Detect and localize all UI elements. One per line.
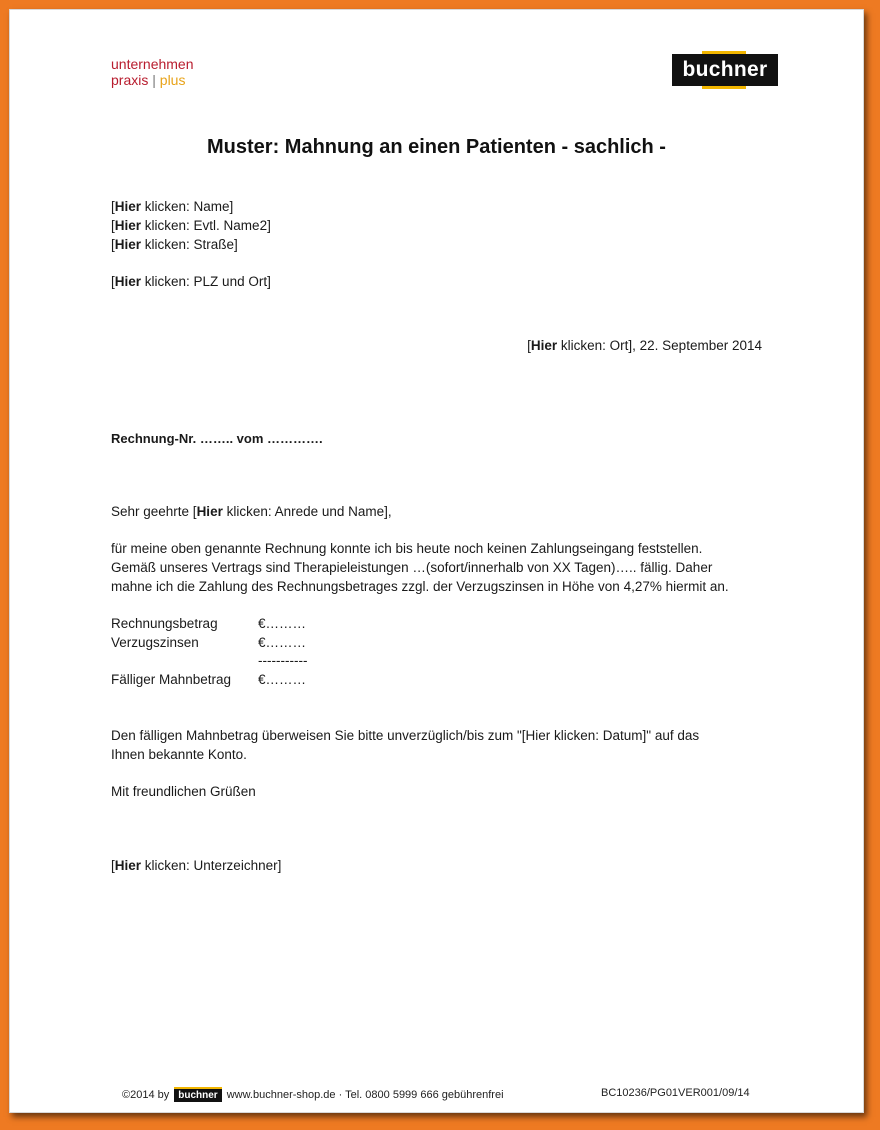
amount-value: €……… bbox=[258, 672, 307, 687]
brand-wordmark bbox=[111, 56, 194, 88]
salutation[interactable]: Sehr geehrte [Hier klicken: Anrede und Name], bbox=[111, 504, 392, 519]
footer-copyright: ©2014 by bbox=[122, 1088, 170, 1101]
signer-line[interactable]: [Hier klicken: Unterzeichner] bbox=[111, 858, 282, 873]
hier-label: Hier bbox=[114, 237, 142, 252]
address-line-name2[interactable]: [Hier klicken: Evtl. Name2] bbox=[111, 218, 271, 233]
amount-label: Rechnungsbetrag bbox=[111, 616, 218, 631]
amount-value: €……… bbox=[258, 616, 307, 631]
date-line[interactable]: [Hier klicken: Ort], 22. September 2014 bbox=[527, 338, 762, 353]
amount-row-interest bbox=[111, 633, 307, 652]
address-line-name[interactable]: [Hier klicken: Name] bbox=[111, 199, 234, 214]
logo-text: buchner bbox=[672, 54, 778, 86]
amount-label: Fälliger Mahnbetrag bbox=[111, 672, 232, 687]
amount-divider: ----------- bbox=[258, 653, 308, 668]
hier-label: Hier bbox=[114, 858, 142, 873]
payment-paragraph bbox=[111, 726, 699, 764]
payment-line: Ihnen bekannte Konto. bbox=[111, 747, 247, 762]
amount-row-total bbox=[111, 670, 307, 689]
recipient-address bbox=[111, 197, 271, 254]
document-title: Muster: Mahnung an einen Patienten - sachlich - bbox=[207, 136, 666, 158]
amounts-table bbox=[111, 614, 307, 689]
amount-row-invoice bbox=[111, 614, 307, 633]
body-line: mahne ich die Zahlung des Rechnungsbetrages zzgl. der Verzugszinsen in Höhe von 4,27% hiermit an. bbox=[111, 579, 729, 594]
brand-praxis: praxis bbox=[111, 72, 149, 88]
footer-contact[interactable]: www.buchner-shop.de · Tel. 0800 5999 666 gebührenfrei bbox=[226, 1088, 504, 1101]
invoice-number: Rechnung-Nr. …….. vom …………. bbox=[111, 431, 323, 446]
hier-label: Hier bbox=[114, 274, 142, 289]
buchner-logo bbox=[672, 48, 778, 90]
address-line-street[interactable]: [Hier klicken: Straße] bbox=[111, 237, 238, 252]
body-line: für meine oben genannte Rechnung konnte ich bis heute noch keinen Zahlungseingang feststellen. bbox=[111, 541, 703, 556]
closing: Mit freundlichen Grüßen bbox=[111, 784, 256, 799]
brand-separator: | bbox=[152, 72, 156, 88]
body-line: Gemäß unseres Vertrags sind Therapieleistungen …(sofort/innerhalb von XX Tagen)….. fällig. Daher bbox=[111, 560, 713, 575]
brand-plus: plus bbox=[159, 72, 186, 88]
amount-label: Verzugszinsen bbox=[111, 635, 199, 650]
footer-document-code: BC10236/PG01VER001/09/14 bbox=[601, 1087, 750, 1099]
body-paragraph bbox=[111, 539, 729, 596]
payment-line: Den fälligen Mahnbetrag überweisen Sie bitte unverzüglich/bis zum "[Hier klicken: Datum]" auf das bbox=[111, 728, 700, 743]
logo-bar-bottom bbox=[702, 86, 746, 89]
footer-logo: buchner bbox=[174, 1087, 221, 1102]
hier-label: Hier bbox=[530, 338, 558, 353]
brand-line1: unternehmen bbox=[111, 56, 194, 72]
amount-value: €……… bbox=[258, 635, 307, 650]
address-line-plz[interactable]: [Hier klicken: PLZ und Ort] bbox=[111, 274, 271, 289]
hier-label: Hier bbox=[114, 199, 142, 214]
hier-label: Hier bbox=[196, 504, 223, 519]
document-page bbox=[9, 9, 864, 1113]
footer bbox=[122, 1087, 504, 1102]
hier-label: Hier bbox=[114, 218, 142, 233]
